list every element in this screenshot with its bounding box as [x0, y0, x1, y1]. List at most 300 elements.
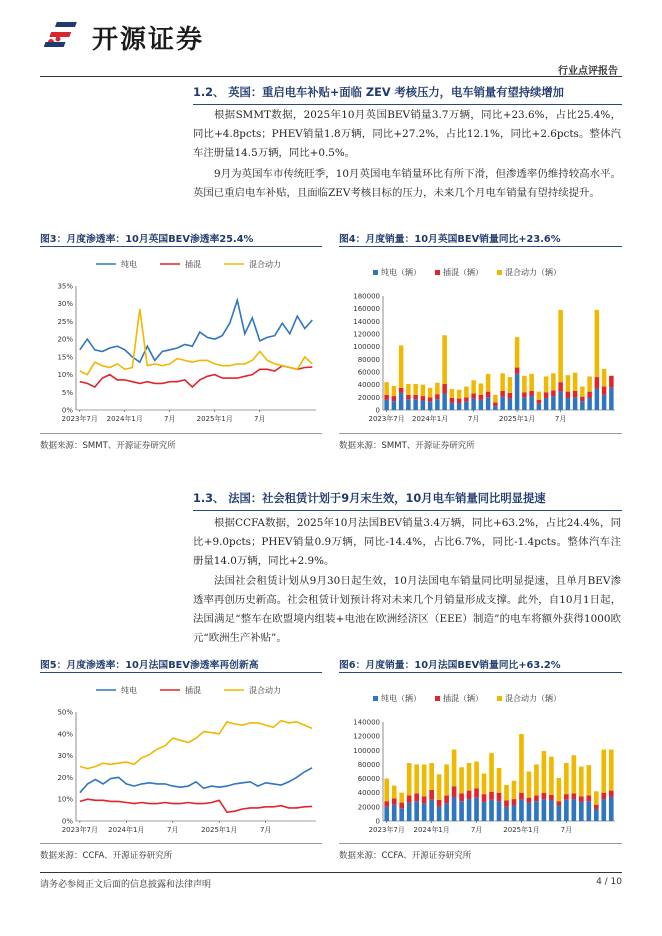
x-tick-label: 2025年1月	[201, 826, 238, 834]
bar-segment	[527, 772, 532, 798]
bar-segment	[457, 399, 461, 403]
bar-segment	[464, 387, 468, 398]
bar-segment	[392, 401, 396, 410]
legend-label: 插混	[185, 686, 201, 695]
x-tick-label: 2024年1月	[413, 826, 450, 834]
bar-segment	[551, 396, 555, 410]
bar-segment	[504, 800, 509, 806]
y-tick-label: 0%	[61, 817, 73, 826]
bar-segment	[457, 403, 461, 410]
bar-segment	[537, 400, 541, 404]
y-tick-label: 10%	[57, 795, 73, 804]
x-tick-label: 7月	[167, 826, 179, 834]
bar-segment	[573, 391, 577, 397]
bar-segment	[522, 397, 526, 410]
bar-segment	[542, 799, 547, 821]
series-line	[80, 300, 312, 362]
bar-segment	[464, 397, 468, 401]
legend-label: 纯电	[121, 260, 137, 269]
y-tick-label: 0	[375, 817, 380, 826]
bar-segment	[566, 392, 570, 398]
series-line	[80, 366, 312, 387]
bar-segment	[515, 374, 519, 410]
y-tick-label: 20%	[57, 335, 73, 344]
bar-segment	[537, 404, 541, 410]
bar-segment	[609, 376, 613, 387]
bar-segment	[512, 781, 517, 799]
figure-title-rule	[40, 672, 322, 673]
bar-segment	[429, 790, 434, 800]
figure-title-rule	[339, 672, 622, 673]
bar-segment	[594, 805, 599, 809]
bar-segment	[508, 393, 512, 399]
chart-fr-penetration	[40, 676, 324, 841]
x-tick-label: 7月	[560, 826, 573, 834]
bar-segment	[407, 796, 412, 803]
figure-bottom-rule	[339, 843, 622, 844]
bar-segment	[601, 799, 606, 821]
bar-segment	[519, 800, 524, 821]
logo-bar-2	[49, 32, 71, 37]
x-tick-label: 2024年1月	[411, 415, 449, 423]
bar-segment	[493, 395, 497, 403]
bar-segment	[544, 398, 548, 410]
bar-segment	[489, 792, 494, 800]
paragraph: 根据CCFA数据，2025年10月法国BEV销量3.4万辆，同比+63.2%，占比24.4%，同比+9.0pcts；PHEV销量0.9万辆，同比-14.4%，占比6.7%，同比-1.4pcts。整体汽车注册量14.0万辆，同比+2.9%。	[193, 517, 621, 567]
bar-segment	[482, 774, 487, 795]
series-line	[80, 768, 312, 793]
bar-segment	[586, 796, 591, 802]
bar-segment	[392, 786, 397, 799]
legend-swatch	[497, 270, 502, 275]
bar-segment	[474, 788, 479, 797]
bar-segment	[564, 800, 569, 821]
x-tick-label: 2023年7月	[368, 826, 405, 834]
logo-dot-2	[56, 37, 61, 42]
x-tick-label: 2025年1月	[503, 826, 540, 834]
bar-segment	[580, 401, 584, 410]
bar-segment	[429, 763, 434, 790]
bar-segment	[551, 390, 555, 396]
y-tick-label: 15%	[57, 353, 73, 362]
bar-segment	[399, 793, 404, 803]
bar-segment	[452, 797, 457, 821]
bar-segment	[384, 801, 389, 807]
page-number: 4 / 10	[596, 877, 622, 887]
figure-bottom-rule	[339, 433, 622, 434]
bar-segment	[609, 387, 613, 410]
bar-segment	[529, 391, 533, 396]
bar-segment	[522, 376, 526, 392]
bar-segment	[399, 393, 403, 410]
bar-segment	[573, 373, 577, 391]
bar-segment	[515, 337, 519, 367]
bar-segment	[558, 382, 562, 392]
y-tick-label: 25%	[57, 317, 73, 326]
bar-segment	[515, 368, 519, 374]
bar-segment	[601, 750, 606, 793]
bar-segment	[452, 786, 457, 797]
y-tick-label: 140000	[353, 718, 380, 727]
bar-segment	[566, 398, 570, 410]
bar-segment	[414, 764, 419, 793]
y-tick-label: 120000	[353, 732, 380, 741]
bar-segment	[474, 798, 479, 821]
bar-segment	[595, 388, 599, 410]
bar-segment	[497, 793, 502, 801]
y-tick-label: 40%	[57, 730, 73, 739]
y-tick-label: 20%	[57, 773, 73, 782]
x-tick-label: 2023年7月	[61, 826, 99, 834]
bar-segment	[384, 779, 389, 802]
header-rule	[40, 76, 622, 77]
x-tick-label: 7月	[254, 415, 266, 423]
bar-segment	[504, 785, 509, 801]
bar-segment	[572, 799, 577, 821]
bar-segment	[413, 395, 417, 399]
figure-title-rule	[339, 246, 622, 247]
brand-name: 开源证券	[92, 25, 205, 55]
figure-bottom-rule	[40, 843, 322, 844]
bar-segment	[399, 803, 404, 809]
bar-segment	[384, 400, 388, 410]
series-line	[80, 799, 312, 812]
x-tick-label: 2025年1月	[498, 415, 536, 423]
bar-segment	[519, 734, 524, 793]
bar-segment	[471, 399, 475, 410]
bar-segment	[437, 774, 442, 799]
y-tick-label: 160000	[353, 305, 380, 314]
bar-segment	[549, 795, 554, 801]
bar-segment	[467, 799, 472, 821]
bar-segment	[587, 398, 591, 410]
y-tick-label: 80000	[357, 760, 380, 769]
bar-segment	[542, 793, 547, 799]
section-title-rule	[193, 104, 622, 105]
bar-segment	[422, 796, 427, 803]
bar-segment	[422, 803, 427, 821]
y-tick-label: 30%	[57, 300, 73, 309]
bar-segment	[467, 791, 472, 799]
brand-logo-icon	[44, 16, 84, 56]
bar-segment	[586, 801, 591, 821]
bar-segment	[557, 805, 562, 821]
legend-label: 混合动力（辆）	[505, 694, 561, 703]
x-tick-label: 2023年7月	[61, 415, 98, 423]
y-tick-label: 40000	[357, 381, 380, 390]
bar-segment	[534, 764, 539, 795]
bar-segment	[399, 388, 403, 393]
bar-segment	[508, 377, 512, 393]
bar-segment	[602, 387, 606, 395]
bar-segment	[442, 335, 446, 384]
bar-segment	[595, 310, 599, 377]
bar-segment	[444, 796, 449, 804]
figure-source: 数据来源：SMMT、开源证券研究所	[40, 441, 176, 451]
y-tick-label: 20000	[357, 803, 380, 812]
bar-segment	[537, 392, 541, 400]
bar-segment	[450, 402, 454, 410]
legend-label: 纯电（辆）	[381, 694, 421, 703]
bar-segment	[479, 395, 483, 400]
figure-bottom-rule	[40, 433, 322, 434]
bar-segment	[573, 397, 577, 410]
paragraph: 9月为英国车市传统旺季，10月英国电车销量环比有所下滑，但渗透率仍维持较高水平。英国已重启电车补贴，且面临ZEV考核目标的压力，未来几个月电车销量有望持续提升。	[193, 168, 621, 199]
bar-segment	[609, 797, 614, 821]
bar-segment	[529, 396, 533, 410]
chart-uk-sales	[339, 250, 623, 430]
bar-segment	[500, 397, 504, 410]
bar-segment	[522, 392, 526, 397]
bar-segment	[429, 800, 434, 821]
figure-title: 图6：月度销量：10月法国BEV销量同比+63.2%	[339, 660, 561, 671]
figure-source: 数据来源：CCFA、开源证券研究所	[40, 851, 173, 861]
section-title: 1.2、 英国：重启电车补贴+面临 ZEV 考核压力，电车销量有望持续增加	[193, 86, 564, 99]
bar-segment	[399, 808, 404, 821]
bar-segment	[579, 802, 584, 821]
bar-segment	[564, 794, 569, 800]
bar-segment	[421, 396, 425, 400]
bar-segment	[519, 793, 524, 800]
bar-segment	[384, 395, 388, 400]
bar-segment	[486, 392, 490, 398]
bar-segment	[428, 388, 432, 398]
bar-segment	[399, 345, 403, 387]
bar-segment	[435, 394, 439, 399]
y-tick-label: 35%	[57, 282, 73, 291]
bar-segment	[479, 383, 483, 394]
bar-segment	[602, 369, 606, 387]
bar-segment	[457, 390, 461, 399]
bar-segment	[609, 750, 614, 791]
legend-label: 混合动力	[249, 260, 281, 269]
x-tick-label: 7月	[259, 826, 272, 834]
bar-segment	[444, 803, 449, 821]
bar-segment	[497, 801, 502, 821]
y-tick-label: 40000	[357, 789, 380, 798]
bar-segment	[392, 386, 396, 396]
bar-segment	[549, 757, 554, 795]
y-tick-label: 140000	[353, 317, 380, 326]
bar-segment	[459, 801, 464, 821]
bar-segment	[527, 803, 532, 821]
figure-source: 数据来源：CCFA、开源证券研究所	[339, 851, 472, 861]
bar-segment	[549, 800, 554, 821]
x-tick-label: 7月	[467, 415, 480, 423]
bar-segment	[534, 801, 539, 821]
report-type: 行业点评报告	[558, 66, 618, 77]
y-tick-label: 30%	[57, 752, 73, 761]
x-tick-label: 2024年1月	[108, 826, 145, 834]
bar-segment	[594, 809, 599, 821]
y-tick-label: 20000	[357, 393, 380, 402]
x-tick-label: 7月	[554, 415, 567, 423]
bar-segment	[471, 380, 475, 393]
y-tick-label: 0%	[61, 406, 73, 415]
bar-segment	[527, 798, 532, 803]
bar-segment	[609, 791, 614, 797]
bar-segment	[534, 796, 539, 802]
bar-segment	[392, 805, 397, 821]
footer-rule	[40, 872, 622, 873]
legend-swatch	[373, 696, 378, 701]
bar-segment	[459, 767, 464, 793]
figure-source: 数据来源：SMMT、开源证券研究所	[339, 441, 475, 451]
legend-swatch	[435, 696, 440, 701]
bar-segment	[471, 394, 475, 399]
x-tick-label: 7月	[470, 826, 483, 834]
legend-label: 插混（辆）	[443, 268, 483, 277]
legend-label: 纯电	[121, 686, 137, 695]
bar-segment	[444, 764, 449, 795]
y-tick-label: 120000	[353, 330, 380, 339]
bar-segment	[413, 384, 417, 395]
legend-swatch	[373, 270, 378, 275]
bar-segment	[580, 387, 584, 397]
bar-segment	[601, 793, 606, 799]
legend-label: 插混	[185, 260, 201, 269]
section-title: 1.3、 法国：社会租赁计划于9月末生效，10月电车销量同比明显提速	[193, 492, 546, 505]
y-tick-label: 60000	[357, 775, 380, 784]
bar-segment	[512, 799, 517, 805]
bar-segment	[558, 392, 562, 410]
figure-title: 图3：月度渗透率：10月英国BEV渗透率25.4%	[40, 234, 254, 245]
bar-segment	[450, 389, 454, 398]
legend-swatch	[435, 270, 440, 275]
figure-title-rule	[40, 246, 322, 247]
bar-segment	[512, 805, 517, 821]
bar-segment	[489, 800, 494, 821]
bar-segment	[384, 382, 388, 395]
bar-segment	[450, 398, 454, 402]
bar-segment	[407, 763, 412, 796]
legend-label: 纯电（辆）	[381, 268, 421, 277]
bar-segment	[486, 374, 490, 392]
bar-segment	[489, 753, 494, 792]
bar-segment	[479, 400, 483, 410]
bar-segment	[452, 750, 457, 787]
bar-segment	[459, 793, 464, 801]
bar-segment	[442, 394, 446, 410]
y-tick-label: 80000	[357, 355, 380, 364]
y-tick-label: 100000	[353, 746, 380, 755]
x-tick-label: 7月	[164, 415, 176, 423]
figure-title: 图5：月度渗透率：10月法国BEV渗透率再创新高	[40, 660, 259, 671]
legend-swatch	[497, 696, 502, 701]
bar-segment	[421, 401, 425, 411]
bar-segment	[594, 791, 599, 804]
bar-segment	[580, 397, 584, 401]
bar-segment	[467, 763, 472, 791]
bar-segment	[406, 395, 410, 399]
bar-segment	[482, 802, 487, 821]
bar-segment	[474, 762, 479, 789]
bar-segment	[529, 374, 533, 391]
x-tick-label: 2023年7月	[368, 415, 405, 423]
bar-segment	[406, 399, 410, 410]
bar-segment	[421, 385, 425, 396]
bar-segment	[602, 395, 606, 410]
bar-segment	[493, 406, 497, 410]
footer-disclaimer: 请务必参阅正文后面的信息披露和法律声明	[40, 880, 212, 890]
section-title-rule	[193, 510, 622, 511]
bar-segment	[586, 765, 591, 795]
bar-segment	[504, 807, 509, 821]
bar-segment	[384, 807, 389, 821]
bar-segment	[428, 402, 432, 410]
chart-uk-penetration	[40, 250, 324, 430]
bar-segment	[508, 399, 512, 410]
bar-segment	[587, 376, 591, 391]
logo-bar-1	[55, 22, 77, 27]
y-tick-label: 5%	[61, 388, 73, 397]
series-line	[80, 309, 312, 375]
y-tick-label: 100000	[353, 343, 380, 352]
bar-segment	[579, 767, 584, 797]
bar-segment	[587, 392, 591, 398]
brand-logo	[44, 14, 254, 58]
bar-segment	[406, 384, 410, 395]
figure-title: 图4：月度销量：10月英国BEV销量同比+23.6%	[339, 234, 561, 245]
x-tick-label: 2025年1月	[196, 415, 233, 423]
paragraph: 根据SMMT数据，2025年10月英国BEV销量3.7万辆，同比+23.6%，占比25.4%，同比+4.8pcts；PHEV销量1.8万辆，同比+27.2%，占比12.1%，同比+2.6pcts。整体汽车注册量14.5万辆，同比+0.5%。	[193, 109, 621, 159]
legend-label: 插混（辆）	[443, 694, 483, 703]
bar-segment	[500, 391, 504, 397]
y-tick-label: 50%	[57, 708, 73, 717]
paragraph: 法国社会租赁计划从9月30日起生效，10月法国电车销量同比明显提速，且单月BEV渗透率再创历史新高。社会租赁计划预计将对未来几个月销量形成支撑。此外，自10月1日起，法国满足“整车在欧盟境内组装+电池在欧洲经济区（EEE）制造”的电车将额外获得1000欧元“欧洲生产补贴”。	[193, 575, 621, 644]
bar-segment	[414, 801, 419, 821]
bar-segment	[414, 793, 419, 801]
bar-segment	[437, 807, 442, 821]
bar-segment	[486, 397, 490, 410]
bar-segment	[482, 794, 487, 802]
bar-segment	[435, 399, 439, 410]
bar-segment	[413, 399, 417, 410]
bar-segment	[564, 763, 569, 794]
bar-segment	[572, 793, 577, 799]
legend-label: 混合动力	[249, 686, 281, 695]
legend-label: 混合动力（辆）	[505, 268, 561, 277]
bar-segment	[437, 800, 442, 807]
y-tick-label: 0	[375, 406, 380, 415]
bar-segment	[497, 768, 502, 793]
bar-segment	[566, 375, 570, 391]
y-tick-label: 10%	[57, 371, 73, 380]
logo-bar-3	[44, 42, 66, 47]
y-tick-label: 60000	[357, 368, 380, 377]
bar-segment	[542, 751, 547, 793]
bar-segment	[422, 764, 427, 796]
y-tick-label: 180000	[353, 292, 380, 301]
bar-segment	[579, 796, 584, 802]
bar-segment	[428, 397, 432, 401]
bar-segment	[442, 384, 446, 394]
bar-segment	[544, 376, 548, 392]
bar-segment	[464, 402, 468, 410]
bar-segment	[435, 383, 439, 394]
bar-segment	[595, 377, 599, 388]
chart-fr-sales	[339, 676, 623, 841]
bar-segment	[557, 778, 562, 801]
bar-segment	[558, 310, 562, 382]
series-line	[80, 721, 312, 769]
bar-segment	[557, 801, 562, 805]
x-tick-label: 2024年1月	[106, 415, 143, 423]
bar-segment	[572, 755, 577, 793]
bar-segment	[392, 798, 397, 804]
bar-segment	[500, 373, 504, 391]
bar-segment	[551, 373, 555, 390]
